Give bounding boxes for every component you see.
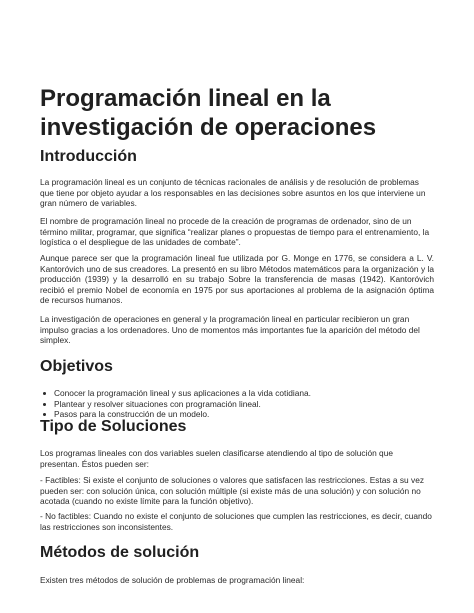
intro-paragraph-3: Aunque parece ser que la programación lineal fue utilizada por G. Monge en 1776, se considera a L. V. Kantoróvich uno de sus creadores. La presentó en su libro Métodos matemáticos para la organización y la producción (1939) y la desarrolló en su trabajo Sobre la transferencia de masas (1942). Kantoróvich recibió el premio Nobel de economía en 1975 por sus aportaciones al problema de la asignación óptima de recursos humanos. (40, 253, 434, 306)
heading-metodos-de-solucion: Métodos de solución (40, 544, 200, 561)
list-item: Plantear y resolver situaciones con programación lineal. (54, 399, 434, 410)
intro-paragraph-1: La programación lineal es un conjunto de técnicas racionales de análisis y de resolución de problemas que tiene por objeto ayudar a los responsables en las decisiones sobre asuntos en los que interviene un gran número de variables. (40, 177, 426, 209)
list-item: Pasos para la construcción de un modelo. (54, 409, 434, 420)
metodos-paragraph-1: Existen tres métodos de solución de problemas de programación lineal: (40, 575, 305, 585)
tipo-paragraph-1: Los programas lineales con dos variables suelen clasificarse atendiendo al tipo de solución que presentan. Éstos pueden ser: (40, 448, 393, 469)
intro-paragraph-2: El nombre de programación lineal no procede de la creación de programas de ordenador, sino de un término militar, programar, que significa “realizar planes o propuestas de tiempo para el entrenamiento, la logística o el despliegue de las unidades de combate”. (40, 216, 430, 248)
heading-objetivos: Objetivos (40, 358, 113, 375)
tipo-paragraph-2: - Factibles: Si existe el conjunto de soluciones o valores que satisfacen las restricciones. Estas a su vez pueden ser: con solución única, con solución múltiple (si existe más de una solución) y con solución no acotada (cuando no existe límite para la función objetivo). (40, 475, 424, 507)
tipo-paragraph-3: - No factibles: Cuando no existe el conjunto de soluciones que cumplen las restricciones, es decir, cuando las restricciones son inconsistentes. (40, 511, 432, 532)
title-line-2: investigación de operaciones (40, 114, 377, 141)
list-item: Conocer la programación lineal y sus aplicaciones a la vida cotidiana. (54, 388, 434, 399)
title-line-1: Programación lineal en la (40, 85, 331, 112)
objetivos-list (40, 388, 434, 420)
heading-introduccion: Introducción (40, 148, 137, 165)
page-title (40, 84, 434, 142)
intro-paragraph-4: La investigación de operaciones en general y la programación lineal en particular recibieron un gran impulso gracias a los ordenadores. Uno de momentos más importantes fue la aparición del método del simplex. (40, 314, 420, 346)
heading-tipo-de-soluciones: Tipo de Soluciones (40, 418, 187, 435)
